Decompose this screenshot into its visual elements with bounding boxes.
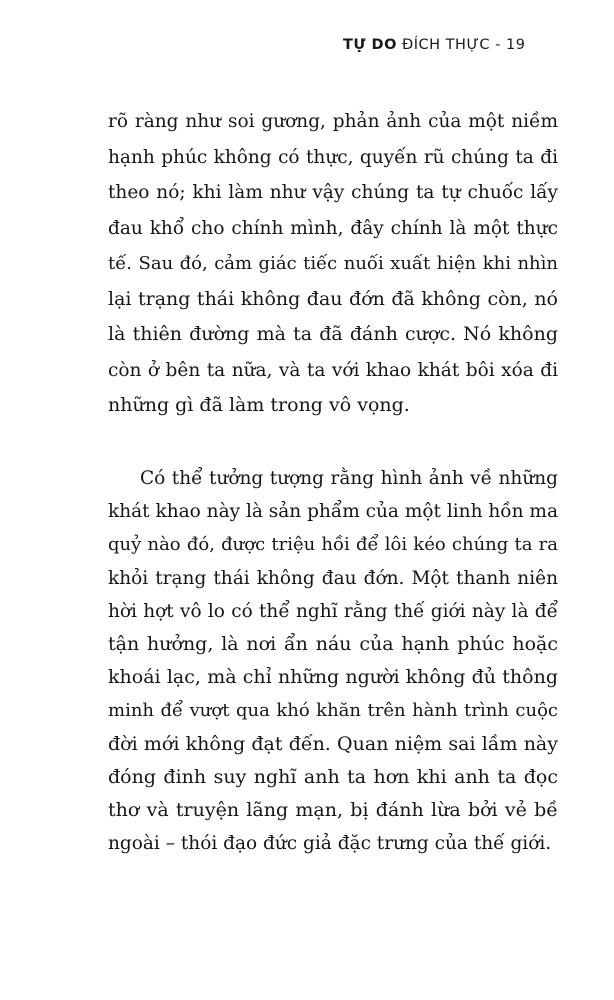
running-header [343,37,525,53]
text-line: tận hưởng, là nơi ẩn náu của hạnh phúc hoặc [108,632,558,655]
paragraph-1 [108,104,558,424]
header-title-rest: ĐÍCH THỰC [402,37,491,53]
page-number: 19 [505,37,526,53]
header-separator: - [495,37,501,53]
text-line: đau khổ cho chính mình, đây chính là một thực [108,217,558,239]
text-line: thơ và truyện lãng mạn, bị đánh lừa bởi vẻ bề [108,798,558,821]
text-line: theo nó; khi làm như vậy chúng ta tự chuốc lấy [108,182,558,203]
text-line: còn ở bên ta nữa, và ta với khao khát bôi xóa đi [108,359,558,381]
text-line: quỷ nào đó, được triệu hồi để lôi kéo chúng ta ra [108,534,558,556]
text-line: lại trạng thái không đau đớn đã không còn, nó [108,287,558,310]
text-line: đời mới không đạt đến. Quan niệm sai lầm này [108,732,558,755]
text-line: khỏi trạng thái không đau đớn. Một thanh niên [108,567,558,589]
text-line: rõ ràng như soi gương, phản ảnh của một niềm [108,111,558,132]
paragraph-2 [108,462,558,860]
text-line: những gì đã làm trong vô vọng. [108,394,410,416]
text-line: ngoài – thói đạo đức giả đặc trưng của thế giới. [108,833,552,855]
text-line: hạnh phúc không có thực, quyến rũ chúng ta đi [108,146,558,168]
text-line: đóng đinh suy nghĩ anh ta hơn khi anh ta đọc [108,765,558,788]
text-line: khát khao này là sản phẩm của một linh hồn ma [108,501,558,523]
text-line: minh để vượt qua khó khăn trên hành trình cuộc [108,700,558,722]
text-line: hời hợt vô lo có thể nghĩ rằng thế giới này là để [108,600,558,622]
text-line: là thiên đường mà ta đã đánh cược. Nó không [108,323,558,345]
text-line: khoái lạc, mà chỉ những người không đủ thông [108,666,558,689]
header-title-bold: TỰ DO [343,37,397,53]
text-line: Có thể tưởng tượng rằng hình ảnh về những [140,468,558,489]
text-line: tế. Sau đó, cảm giác tiếc nuối xuất hiện khi nhìn [108,253,558,274]
